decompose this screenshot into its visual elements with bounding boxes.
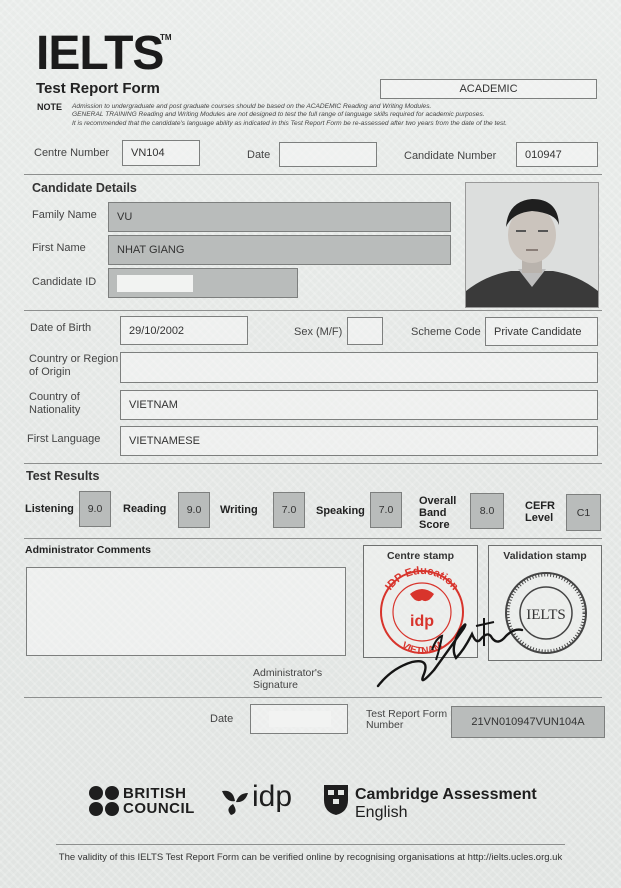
ielts-logo: IELTS <box>36 27 164 80</box>
divider <box>24 463 602 464</box>
candidate-details-title: Candidate Details <box>32 181 137 195</box>
writing-score: 7.0 <box>273 492 305 528</box>
origin-label-line-1: Country or Region <box>29 353 119 365</box>
note-text <box>72 103 552 128</box>
scheme-code-label: Scheme Code <box>411 326 481 338</box>
origin-field <box>120 352 598 383</box>
centre-number-field: VN104 <box>122 140 200 166</box>
first-name-field: NHAT GIANG <box>108 235 451 265</box>
redacted-date <box>269 711 331 727</box>
british-council-icon <box>88 785 120 817</box>
idp-logo: idp <box>252 780 293 813</box>
candidate-number-label: Candidate Number <box>404 150 497 162</box>
cefr-level-label <box>525 500 555 524</box>
dob-field: 29/10/2002 <box>120 316 248 345</box>
administrator-comments-box <box>26 567 346 656</box>
nationality-label <box>29 391 80 417</box>
verification-footer: The validity of this IELTS Test Report Form can be verified online by recognising organisations at http://ielts.ucles.org.uk <box>58 852 563 863</box>
cefr-label-line-1: CEFR <box>525 500 555 512</box>
admin-date-field <box>250 704 348 734</box>
cefr-label-line-2: Level <box>525 512 554 524</box>
reading-score: 9.0 <box>178 492 210 528</box>
cefr-level: C1 <box>566 494 601 531</box>
centre-stamp-idp: idp <box>410 613 434 630</box>
origin-label <box>29 353 118 379</box>
listening-score: 9.0 <box>79 491 111 527</box>
administrator-comments-label: Administrator Comments <box>25 544 152 556</box>
note-label: NOTE <box>37 102 63 112</box>
candidate-id-field <box>108 268 298 298</box>
admin-signature-label <box>253 667 322 691</box>
origin-label-line-2: of Origin <box>29 366 71 378</box>
signature-label-line-1: Administrator's <box>253 667 323 679</box>
trf-label-line-2: Number <box>366 719 404 731</box>
family-name-label: Family Name <box>32 209 97 221</box>
trf-number-field: 21VN010947VUN104A <box>451 706 605 738</box>
speaking-score: 7.0 <box>370 492 402 528</box>
nationality-field: VIETNAM <box>120 390 598 420</box>
british-council-line-1: BRITISH <box>123 785 187 802</box>
nationality-label-line-1: Country of <box>29 391 80 403</box>
centre-stamp-text-bottom: VIETNAM <box>399 640 445 656</box>
divider <box>24 538 602 539</box>
nationality-label-line-2: Nationality <box>29 404 81 416</box>
admin-date-label: Date <box>210 713 234 725</box>
redacted-candidate-id <box>117 275 193 292</box>
note-line-3: It is recommended that the candidate's language ability as indicated in this Test Report Form be re-assessed after two years from the date of the test. <box>72 119 507 127</box>
idp-icon <box>219 787 251 817</box>
writing-label: Writing <box>220 504 258 516</box>
first-language-label: First Language <box>27 433 101 445</box>
british-council-line-2: COUNCIL <box>123 800 195 817</box>
administrator-signature <box>372 600 532 695</box>
test-results-title: Test Results <box>26 469 100 483</box>
listening-label: Listening <box>25 503 74 515</box>
validation-stamp-ielts: IELTS <box>526 607 566 623</box>
note-line-1: Admission to undergraduate and post graduate courses should be based on the ACADEMIC Reading and Writing Modules. <box>72 103 432 110</box>
overall-band-label <box>419 495 456 531</box>
trf-label-line-1: Test Report Form <box>366 708 448 720</box>
validation-stamp-label: Validation stamp <box>503 550 587 562</box>
trf-number-label <box>366 709 447 731</box>
date-field <box>279 142 377 167</box>
centre-stamp-label: Centre stamp <box>386 550 455 562</box>
speaking-label: Speaking <box>316 505 365 517</box>
family-name-field: VU <box>108 202 451 232</box>
cambridge-line-2: English <box>355 804 408 821</box>
overall-label-line-3: Score <box>419 519 450 531</box>
signature-label-line-2: Signature <box>253 679 298 691</box>
module-field: ACADEMIC <box>380 79 597 99</box>
first-language-field: VIETNAMESE <box>120 426 598 456</box>
form-title: Test Report Form <box>36 80 160 97</box>
note-line-2: GENERAL TRAINING Reading and Writing Modules are not designed to test the full range of language skills required for academic purposes. <box>72 111 485 119</box>
centre-stamp-text-top: IDP Education <box>383 564 461 593</box>
candidate-id-label: Candidate ID <box>32 276 97 288</box>
overall-label-line-2: Band <box>419 507 447 519</box>
divider <box>24 310 602 311</box>
cambridge-line-1: Cambridge Assessment <box>355 786 537 803</box>
reading-label: Reading <box>123 503 167 515</box>
date-label: Date <box>247 149 271 161</box>
cambridge-shield-icon <box>323 784 349 816</box>
divider <box>56 844 565 845</box>
trademark-mark: TM <box>160 33 172 42</box>
sex-label: Sex (M/F) <box>294 326 343 338</box>
british-council-logo <box>123 786 195 816</box>
divider <box>24 174 602 175</box>
candidate-number-field: 010947 <box>516 142 598 167</box>
overall-label-line-1: Overall <box>419 495 457 507</box>
overall-band-score: 8.0 <box>470 493 504 529</box>
cambridge-assessment-logo <box>355 786 537 822</box>
scheme-code-field: Private Candidate <box>485 317 598 346</box>
candidate-photo-image <box>466 183 598 307</box>
candidate-photo <box>465 182 599 308</box>
centre-number-label: Centre Number <box>34 147 110 159</box>
sex-field <box>347 317 383 345</box>
first-name-label: First Name <box>32 242 86 254</box>
divider <box>24 697 602 698</box>
dob-label: Date of Birth <box>30 322 92 334</box>
svg-text:IDP Education <box>383 565 461 593</box>
